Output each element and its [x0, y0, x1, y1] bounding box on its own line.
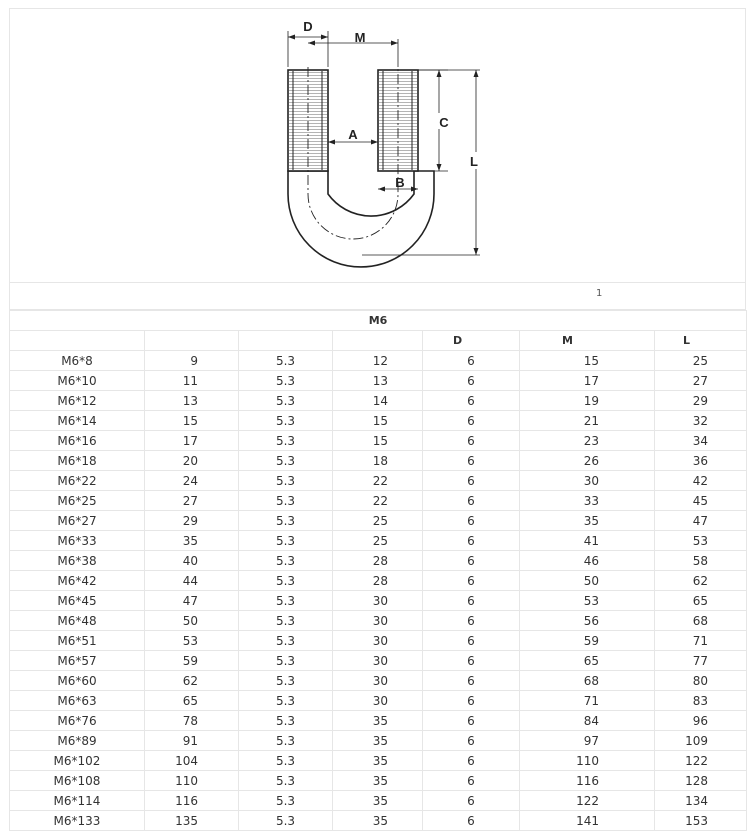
table-cell: 5.3 — [239, 551, 333, 571]
table-cell: M6*45 — [10, 591, 145, 611]
spec-sheet — [9, 8, 746, 831]
label-a: A — [348, 127, 358, 142]
table-cell: 25 — [333, 511, 423, 531]
table-row — [10, 391, 747, 411]
table-cell: 6 — [423, 711, 520, 731]
table-cell: 18 — [333, 451, 423, 471]
table-row — [10, 511, 747, 531]
table-cell: 35 — [333, 711, 423, 731]
table-cell: 5.3 — [239, 751, 333, 771]
table-header-row — [10, 331, 747, 351]
table-cell: 134 — [655, 791, 747, 811]
header-cell-m: M — [520, 331, 655, 351]
table-cell: M6*22 — [10, 471, 145, 491]
table-row — [10, 471, 747, 491]
table-cell: 141 — [520, 811, 655, 831]
table-cell: M6*16 — [10, 431, 145, 451]
table-cell: M6*10 — [10, 371, 145, 391]
table-cell: 42 — [655, 471, 747, 491]
table-cell: M6*25 — [10, 491, 145, 511]
table-cell: 91 — [145, 731, 239, 751]
table-cell: 15 — [333, 431, 423, 451]
table-cell: 5.3 — [239, 811, 333, 831]
table-cell: 12 — [333, 351, 423, 371]
table-cell: 5.3 — [239, 511, 333, 531]
table-cell: 30 — [520, 471, 655, 491]
table-cell: 36 — [655, 451, 747, 471]
table-cell: 65 — [145, 691, 239, 711]
table-cell: 5.3 — [239, 371, 333, 391]
table-cell: 15 — [145, 411, 239, 431]
table-cell: 153 — [655, 811, 747, 831]
table-cell: 53 — [145, 631, 239, 651]
table-cell: 30 — [333, 671, 423, 691]
table-cell: 122 — [520, 791, 655, 811]
table-row — [10, 351, 747, 371]
table-cell: 65 — [655, 591, 747, 611]
table-cell: 17 — [520, 371, 655, 391]
table-cell: 6 — [423, 391, 520, 411]
table-cell: 30 — [333, 591, 423, 611]
table-cell: 6 — [423, 631, 520, 651]
table-cell: 5.3 — [239, 651, 333, 671]
table-cell: M6*48 — [10, 611, 145, 631]
table-cell: 6 — [423, 771, 520, 791]
table-cell: 6 — [423, 551, 520, 571]
table-cell: 6 — [423, 531, 520, 551]
table-cell: M6*51 — [10, 631, 145, 651]
table-cell: 5.3 — [239, 491, 333, 511]
table-cell: 28 — [333, 571, 423, 591]
table-cell: 77 — [655, 651, 747, 671]
table-cell: 20 — [145, 451, 239, 471]
table-cell: 19 — [520, 391, 655, 411]
table-cell: M6*57 — [10, 651, 145, 671]
table-cell: 59 — [145, 651, 239, 671]
table-cell: 5.3 — [239, 691, 333, 711]
table-cell: 128 — [655, 771, 747, 791]
table-cell: 6 — [423, 491, 520, 511]
table-cell: 68 — [520, 671, 655, 691]
table-cell: 47 — [145, 591, 239, 611]
table-cell: 6 — [423, 651, 520, 671]
table-cell: 5.3 — [239, 451, 333, 471]
spec-table — [9, 310, 747, 831]
table-title: M6 — [10, 311, 747, 331]
table-row — [10, 631, 747, 651]
table-cell: 6 — [423, 611, 520, 631]
table-cell: M6*18 — [10, 451, 145, 471]
table-cell: 22 — [333, 471, 423, 491]
table-row — [10, 791, 747, 811]
table-cell: 23 — [520, 431, 655, 451]
table-cell: 29 — [145, 511, 239, 531]
note-text: 1 — [596, 288, 603, 299]
table-cell: 83 — [655, 691, 747, 711]
table-cell: 22 — [333, 491, 423, 511]
table-cell: 45 — [655, 491, 747, 511]
table-row — [10, 491, 747, 511]
u-bolt-diagram — [9, 8, 746, 282]
label-l: L — [470, 154, 478, 169]
table-cell: 28 — [333, 551, 423, 571]
table-row — [10, 371, 747, 391]
table-cell: 6 — [423, 811, 520, 831]
table-cell: 50 — [520, 571, 655, 591]
table-cell: 6 — [423, 351, 520, 371]
table-cell: 6 — [423, 371, 520, 391]
table-cell: 21 — [520, 411, 655, 431]
table-cell: M6*108 — [10, 771, 145, 791]
table-cell: 29 — [655, 391, 747, 411]
table-cell: 56 — [520, 611, 655, 631]
table-cell: M6*76 — [10, 711, 145, 731]
table-cell: 62 — [145, 671, 239, 691]
u-bolt-drawing — [10, 9, 747, 282]
table-cell: M6*27 — [10, 511, 145, 531]
table-cell: 62 — [655, 571, 747, 591]
table-cell: 13 — [145, 391, 239, 411]
table-cell: M6*60 — [10, 671, 145, 691]
note-row — [9, 282, 746, 310]
table-cell: 6 — [423, 791, 520, 811]
table-cell: 5.3 — [239, 431, 333, 451]
table-cell: M6*89 — [10, 731, 145, 751]
table-cell: 40 — [145, 551, 239, 571]
table-cell: 44 — [145, 571, 239, 591]
table-row — [10, 691, 747, 711]
table-cell: 71 — [520, 691, 655, 711]
table-cell: 9 — [145, 351, 239, 371]
table-row — [10, 551, 747, 571]
table-cell: M6*14 — [10, 411, 145, 431]
table-row — [10, 611, 747, 631]
table-cell: 110 — [145, 771, 239, 791]
table-cell: 68 — [655, 611, 747, 631]
table-cell: M6*102 — [10, 751, 145, 771]
table-row — [10, 711, 747, 731]
table-cell: 27 — [655, 371, 747, 391]
table-row — [10, 531, 747, 551]
table-cell: 33 — [520, 491, 655, 511]
table-cell: 5.3 — [239, 731, 333, 751]
table-cell: 6 — [423, 591, 520, 611]
table-cell: M6*42 — [10, 571, 145, 591]
table-cell: 6 — [423, 471, 520, 491]
table-row — [10, 751, 747, 771]
table-cell: 96 — [655, 711, 747, 731]
table-cell: 35 — [333, 731, 423, 751]
label-c: C — [439, 115, 449, 130]
table-cell: 6 — [423, 671, 520, 691]
table-cell: M6*12 — [10, 391, 145, 411]
table-cell: 27 — [145, 491, 239, 511]
table-row — [10, 811, 747, 831]
header-cell — [239, 331, 333, 351]
table-cell: 13 — [333, 371, 423, 391]
table-cell: 5.3 — [239, 631, 333, 651]
table-cell: 15 — [333, 411, 423, 431]
table-cell: 6 — [423, 691, 520, 711]
header-cell-d: D — [423, 331, 520, 351]
table-row — [10, 571, 747, 591]
table-row — [10, 731, 747, 751]
table-cell: 32 — [655, 411, 747, 431]
table-cell: 53 — [655, 531, 747, 551]
table-cell: 135 — [145, 811, 239, 831]
table-row — [10, 411, 747, 431]
table-cell: 5.3 — [239, 571, 333, 591]
table-cell: 6 — [423, 451, 520, 471]
table-cell: 35 — [333, 811, 423, 831]
table-cell: 50 — [145, 611, 239, 631]
label-d: D — [303, 19, 313, 34]
table-cell: 6 — [423, 411, 520, 431]
table-cell: 15 — [520, 351, 655, 371]
table-cell: 5.3 — [239, 711, 333, 731]
table-cell: 78 — [145, 711, 239, 731]
table-cell: M6*33 — [10, 531, 145, 551]
table-cell: 47 — [655, 511, 747, 531]
table-cell: 30 — [333, 631, 423, 651]
header-cell — [10, 331, 145, 351]
table-cell: 30 — [333, 611, 423, 631]
table-cell: M6*63 — [10, 691, 145, 711]
table-cell: 5.3 — [239, 411, 333, 431]
table-row — [10, 431, 747, 451]
table-cell: 17 — [145, 431, 239, 451]
table-row — [10, 771, 747, 791]
table-cell: 35 — [520, 511, 655, 531]
table-cell: 6 — [423, 431, 520, 451]
table-cell: 116 — [145, 791, 239, 811]
table-cell: 5.3 — [239, 391, 333, 411]
table-cell: M6*133 — [10, 811, 145, 831]
label-m: M — [354, 30, 366, 45]
table-cell: 71 — [655, 631, 747, 651]
table-cell: 5.3 — [239, 591, 333, 611]
table-cell: 5.3 — [239, 771, 333, 791]
table-cell: M6*114 — [10, 791, 145, 811]
table-cell: 104 — [145, 751, 239, 771]
table-cell: 41 — [520, 531, 655, 551]
table-cell: 58 — [655, 551, 747, 571]
table-cell: 34 — [655, 431, 747, 451]
table-cell: 11 — [145, 371, 239, 391]
table-cell: 5.3 — [239, 791, 333, 811]
table-cell: 46 — [520, 551, 655, 571]
table-cell: 5.3 — [239, 351, 333, 371]
table-cell: 26 — [520, 451, 655, 471]
table-cell: 35 — [333, 751, 423, 771]
table-cell: 97 — [520, 731, 655, 751]
table-cell: M6*38 — [10, 551, 145, 571]
table-row — [10, 671, 747, 691]
u-bend-outline — [288, 171, 434, 267]
label-b: B — [395, 175, 405, 190]
table-cell: 84 — [520, 711, 655, 731]
table-cell: 59 — [520, 631, 655, 651]
table-row — [10, 591, 747, 611]
table-cell: 65 — [520, 651, 655, 671]
table-row — [10, 451, 747, 471]
table-cell: 110 — [520, 751, 655, 771]
table-cell: 6 — [423, 571, 520, 591]
table-title-row — [10, 311, 747, 331]
table-cell: 30 — [333, 691, 423, 711]
table-cell: 6 — [423, 751, 520, 771]
table-cell: 53 — [520, 591, 655, 611]
table-cell: 35 — [145, 531, 239, 551]
table-row — [10, 651, 747, 671]
table-cell: 35 — [333, 771, 423, 791]
table-cell: 25 — [655, 351, 747, 371]
header-cell — [145, 331, 239, 351]
table-cell: 5.3 — [239, 611, 333, 631]
table-cell: 116 — [520, 771, 655, 791]
table-cell: 6 — [423, 731, 520, 751]
table-cell: 5.3 — [239, 671, 333, 691]
table-cell: 80 — [655, 671, 747, 691]
table-cell: 25 — [333, 531, 423, 551]
table-cell: 30 — [333, 651, 423, 671]
table-cell: 5.3 — [239, 471, 333, 491]
header-cell — [333, 331, 423, 351]
table-cell: 35 — [333, 791, 423, 811]
table-cell: 5.3 — [239, 531, 333, 551]
table-cell: 14 — [333, 391, 423, 411]
table-cell: 122 — [655, 751, 747, 771]
spec-table-body — [10, 311, 747, 831]
table-cell: 109 — [655, 731, 747, 751]
table-cell: 24 — [145, 471, 239, 491]
table-cell: M6*8 — [10, 351, 145, 371]
table-cell: 6 — [423, 511, 520, 531]
header-cell-l: L — [655, 331, 747, 351]
